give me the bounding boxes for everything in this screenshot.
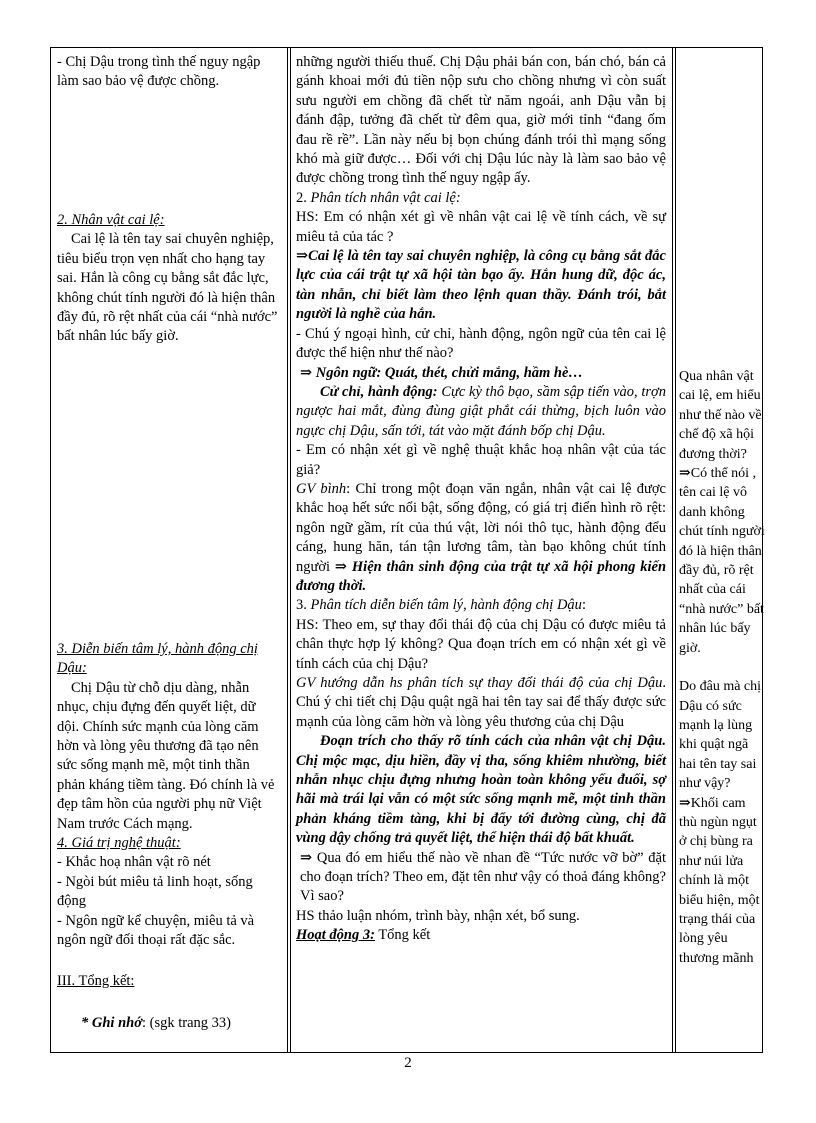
section2-title: 2. Nhân vật cai lệ:: [57, 212, 165, 228]
arrow-icon: ⇒: [300, 364, 313, 381]
section3-title: 3. Diễn biến tâm lý, hành động chị Dậu:: [57, 641, 258, 677]
ghinho-label: * Ghi nhớ: [81, 1015, 142, 1031]
section4-item: - Khắc hoạ nhân vật rõ nét: [57, 854, 211, 871]
page-number: 2: [404, 1055, 412, 1071]
col2-question1: HS: Em có nhận xét gì về nhân vật cai lệ về tính cách, về sự miêu tả của tác ?: [296, 209, 666, 245]
arrow-icon: ⇒: [296, 248, 309, 265]
section-iii-title: III. Tổng kết:: [57, 973, 135, 989]
col3-question2: Do đâu mà chị Dậu có sức mạnh lạ lùng khi quật ngã hai tên tay sai như vậy?: [679, 679, 762, 792]
col2-answer1: ⇒Cai lệ là tên tay sai chuyên nghiệp, là công cụ bằng sắt đắc lực của cái trật tự xã hội tàn bạo ấy. Hắn hung dữ, độc ác, tàn nhẫn, chỉ biết làm theo lệnh quan thầy. Đánh trói, bắt người là nghề của hắn.: [296, 248, 666, 323]
col2-intro: những người thiếu thuế. Chị Dậu phải bán con, bán chó, bán cả gánh khoai mới đủ tiền nộp sưu cho chồng nhưng vì còn suất sưu người em chồng đã chết từ năm ngoái, anh Dậu vẫn bị đánh đập, tưởng đã chết từ đêm qua, giờ mới tỉnh “đang ốm đau rề rề”. Lần này nếu bị bọn chúng đánh trói thì mạng sống khó mà giữ được… Đối với chị Dậu lúc này là làm sao bảo vệ được chồng trong tình thế nguy ngập ấy.: [296, 54, 666, 187]
col2-answer2: ⇒ Ngôn ngữ: Quát, thét, chửi mắng, hầm hè…: [300, 364, 583, 381]
table-border-top: [50, 47, 763, 48]
col2-answer3: Cử chỉ, hành động: Cực kỳ thô bạo, sầm sập tiến vào, trợn ngược hai mắt, đùng đùng giật phắt cái thừng, bịch luôn vào ngực chị Dậu, sấn tới, tát vào mặt đánh bốp chị Dậu.: [296, 383, 666, 439]
section4-item: - Ngòi bút miêu tả linh hoạt, sống động: [57, 873, 253, 910]
col2-gv2: GV hướng dẫn hs phân tích sự thay đổi thái độ của chị Dậu. Chú ý chi tiết chị Dậu quật ngã hai tên tay sai để thấy được sức mạnh của lòng căm hờn và lòng yêu thương của chị Dậu: [296, 675, 666, 730]
arrow-icon: ⇒: [334, 558, 348, 575]
col3-answer1: ⇒Có thể nói , tên cai lệ vô danh không chút tính người đó là hiện thân đầy đủ, rõ rệt nhất của cái “nhà nước” bất nhân lúc bấy giờ.: [679, 466, 765, 656]
arrow-icon: ⇒: [679, 795, 691, 811]
col2-gv1: GV bình: Chỉ trong một đoạn văn ngắn, nhân vật cai lệ được khắc hoạ hết sức nổi bật, sống động, có giá trị điển hình rõ rệt: ngôn ngữ gầm, rít của thú vật, lời nói thô tục, hành động đểu cáng, hung hăn, tán tận lương tâm, tàn bạo không chút tính người ⇒ Hiện thân sinh động của trật tự xã hội phong kiến đương thời.: [296, 480, 667, 594]
arrow-icon: ⇒: [679, 466, 691, 482]
col2-activity3: Hoạt động 3: Tổng kết: [296, 927, 431, 944]
col3-question1: Qua nhân vật cai lệ, em hiểu như thế nào về chế độ xã hội đương thời?: [679, 369, 762, 462]
col2-q5-answer: HS thảo luận nhóm, trình bày, nhận xét, bổ sung.: [296, 907, 580, 924]
table-border-left: [50, 47, 51, 1053]
col1-ghinho: [57, 1014, 279, 1033]
arrow-icon: ⇒: [300, 849, 313, 866]
column-divider-1b: [290, 47, 291, 1053]
section3-body: Chị Dậu từ chỗ dịu dàng, nhẫn nhục, chịu đựng đến quyết liệt, dữ dội. Chính sức mạnh của lòng căm hờn và lòng yêu thương đã tạo nên sức sống mạnh mẽ, một tinh thần phản kháng tiềm tàng. Đó chính là vẻ đẹp tâm hồn của người phụ nữ Việt Nam trước Cách mạng.: [57, 679, 275, 832]
col1-section2: [57, 211, 279, 347]
col2-question2: - Chú ý ngoại hình, cử chỉ, hành động, ngôn ngữ của tên cai lệ được thể hiện như thế nào?: [296, 325, 666, 362]
col2-question5: ⇒ Qua đó em hiểu thế nào về nhan đề “Tức nước vỡ bờ” đặt cho đoạn trích? Theo em, đặt tên như vậy có thoả đáng không? Vì sao?: [300, 849, 666, 905]
col2-content: [296, 53, 666, 946]
col2-summary: Đoạn trích cho thấy rõ tính cách của nhân vật chị Dậu. Chị mộc mạc, dịu hiền, đầy vị tha, sống khiêm nhường, biết nhẫn nhục chịu đựng nhưng hoàn toàn không yếu đuối, sợ hãi mà trái lại vẫn có một sức sống mạnh mẽ, một tinh thần phản kháng tiềm tàng, khi bị đẩy tới đường cùng, chị đã vùng dậy chống trả quyết liệt, thể hiện thái độ bất khuất.: [296, 733, 666, 847]
column-divider-2b: [675, 47, 676, 1053]
col3-answer2: ⇒Khối cam thù ngùn ngụt ở chị bùng ra như núi lửa chính là một biểu hiện, một trạng thái của lòng yêu thương mãnh: [679, 795, 760, 966]
section4-title: 4. Giá trị nghệ thuật:: [57, 835, 181, 852]
col1-summary: [57, 972, 279, 991]
section2-body: Cai lệ là tên tay sai chuyên nghiệp, tiêu biểu trọn vẹn nhất cho hạng tay sai. Hắn là công cụ bằng sắt đắc lực, không chút tính người đó là hiện thân đầy đủ, rõ rệt nhất của cái “nhà nước” bất nhân lúc bấy giờ.: [57, 231, 278, 345]
table-border-bottom: [50, 1052, 763, 1053]
col3-notes: [679, 367, 765, 968]
column-divider-1: [287, 47, 288, 1053]
col1-section3: [57, 640, 279, 951]
col2-question3: - Em có nhận xét gì về nghệ thuật khắc hoạ nhân vật của tác giả?: [296, 442, 666, 478]
column-divider-2: [672, 47, 673, 1053]
section4-item: - Ngôn ngữ kể chuyện, miêu tả và ngôn ngữ đối thoại rất đặc sắc.: [57, 912, 255, 949]
col2-question4: HS: Theo em, sự thay đổi thái độ của chị Dậu có được miêu tả chân thực hợp lý không? Qua đoạn trích em có nhận xét gì về tính cách của chị Dậu?: [296, 616, 666, 672]
col1-intro: - Chị Dậu trong tình thế nguy ngập làm sao bảo vệ được chồng.: [57, 54, 261, 90]
ghinho-text: : (sgk trang 33): [141, 1015, 231, 1031]
col2-heading3: 3. Phân tích diễn biến tâm lý, hành động chị Dậu:: [296, 597, 586, 614]
col2-heading2: 2. Phân tích nhân vật cai lệ:: [296, 189, 461, 206]
